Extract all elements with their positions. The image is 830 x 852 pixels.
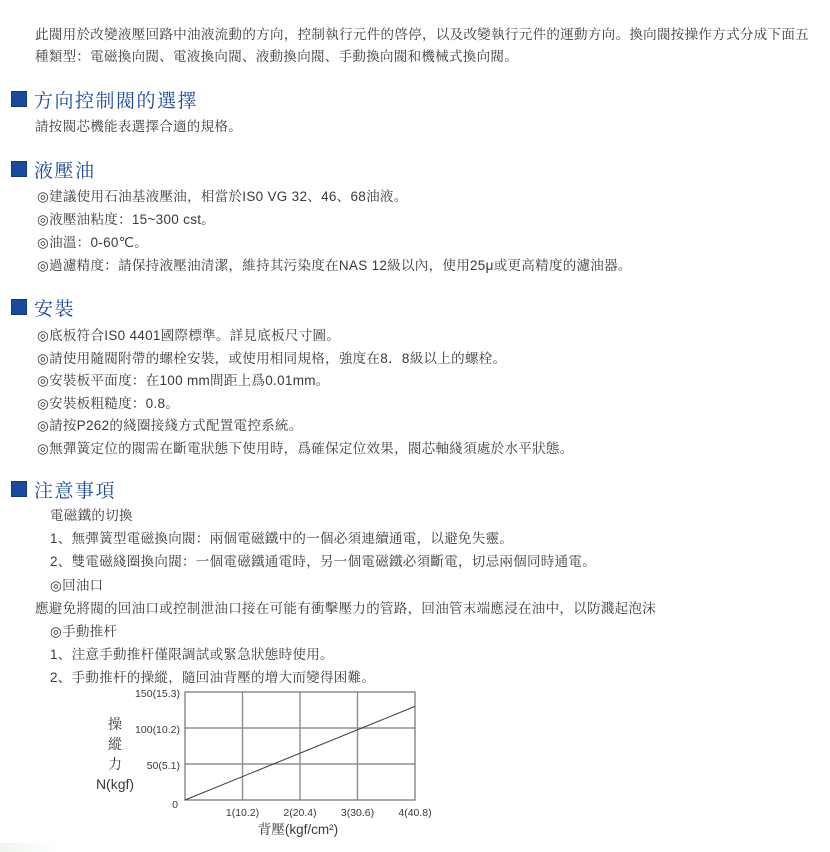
blue-square-bullet-icon [11, 481, 27, 497]
y-tick-label: 150(15.3) [135, 688, 180, 700]
note-line: 1、無彈簧型電磁換向閥：兩個電磁鐵中的一個必須連續通電，以避免失靈。 [50, 531, 514, 547]
hydraulic-oil-body [37, 185, 632, 277]
y-axis-unit: N(kgf) [95, 776, 135, 792]
section-title-precautions: 注意事項 [34, 480, 117, 502]
x-tick-label: 3(30.6) [340, 807, 375, 819]
valve-selection-body [35, 116, 242, 138]
x-axis-title: 背壓(kgf/cm²) [257, 822, 339, 837]
bullet-line: ◎安裝板平面度：在100 mm間距上爲0.01mm。 [37, 373, 330, 388]
installation-body [37, 325, 573, 460]
y-axis-title-char: 縱 [108, 736, 122, 752]
bullet-line: ◎無彈簧定位的閥需在斷電狀態下使用時，爲確保定位效果，閥芯軸綫須處於水平狀態。 [37, 440, 574, 456]
blue-square-bullet-icon [11, 91, 27, 107]
body-line: 請按閥芯機能表選擇合適的規格。 [35, 119, 242, 134]
note-line: 2、雙電磁綫圈換向閥：一個電磁鐵通電時，另一個電磁鐵必須斷電，切忌兩個同時通電。 [50, 554, 597, 570]
bullet-line: ◎請使用隨閥附帶的螺栓安裝，或使用相同規格，強度在8．8級以上的螺栓。 [37, 350, 507, 366]
blue-square-bullet-icon [11, 161, 27, 177]
precautions-body [35, 504, 656, 690]
y-tick-label: 100(10.2) [135, 724, 180, 736]
blue-square-bullet-icon [11, 299, 27, 315]
note-line: ◎回油口 [50, 577, 104, 593]
footer-gradient-bar [0, 843, 60, 852]
bullet-line: ◎建議使用石油基液壓油，相當於IS0 VG 32、46、68油液。 [37, 189, 408, 204]
bullet-line: ◎油溫：0-60℃。 [37, 235, 148, 250]
bullet-line: ◎底板符合IS0 4401國際標準。詳見底板尺寸圖。 [37, 328, 341, 343]
x-tick-label: 1(10.2) [225, 807, 260, 819]
bullet-line: ◎過濾精度：請保持液壓油清潔，維持其污染度在NAS 12級以內，使用25μ或更高精度的濾油器。 [37, 258, 632, 273]
note-line: 1、注意手動推杆僅限調試或緊急狀態時使用。 [50, 647, 334, 663]
bullet-line: ◎安裝板粗糙度：0.8。 [37, 395, 180, 411]
section-title-hydraulic-oil: 液壓油 [34, 160, 96, 182]
x-tick-label: 4(40.8) [398, 807, 432, 819]
backpressure-chart-svg [78, 684, 498, 849]
note-line: 應避免將閥的回油口或控制泄油口接在可能有衝擊壓力的管路，回油管末端應浸在油中，以防濺起泡沫 [35, 600, 656, 616]
section-header-hydraulic-oil [11, 157, 96, 181]
y-axis-title-char: 操 [108, 716, 122, 732]
section-header-valve-selection [11, 87, 198, 111]
note-line: 2、手動推杆的操縱，隨回油背壓的增大而變得困難。 [50, 670, 376, 686]
intro-paragraph: 此閥用於改變液壓回路中油液流動的方向，控制執行元件的啓停，以及改變執行元件的運動方向。換向閥按操作方式分成下面五種類型：電磁換向閥、電液換向閥、液動換向閥、手動換向閥和機械式換向閥。 [35, 26, 809, 64]
note-line: ◎手動推杆 [50, 624, 118, 640]
bullet-line: ◎液壓油粘度：15~300 cst。 [37, 212, 216, 227]
bullet-line: ◎請按P262的綫圈接綫方式配置電控系統。 [37, 418, 303, 433]
y-axis-title-char: 力 [108, 756, 122, 772]
backpressure-force-chart [78, 684, 498, 849]
origin-label: 0 [172, 799, 178, 811]
y-tick-label: 50(5.1) [146, 760, 180, 772]
section-header-installation [11, 295, 75, 319]
x-tick-label: 2(20.4) [283, 807, 317, 819]
section-title-installation: 安裝 [34, 298, 76, 320]
section-header-precautions [11, 477, 116, 501]
note-line: 電磁鐵的切換 [50, 508, 133, 523]
section-title-valve-selection: 方向控制閥的選擇 [34, 90, 199, 112]
